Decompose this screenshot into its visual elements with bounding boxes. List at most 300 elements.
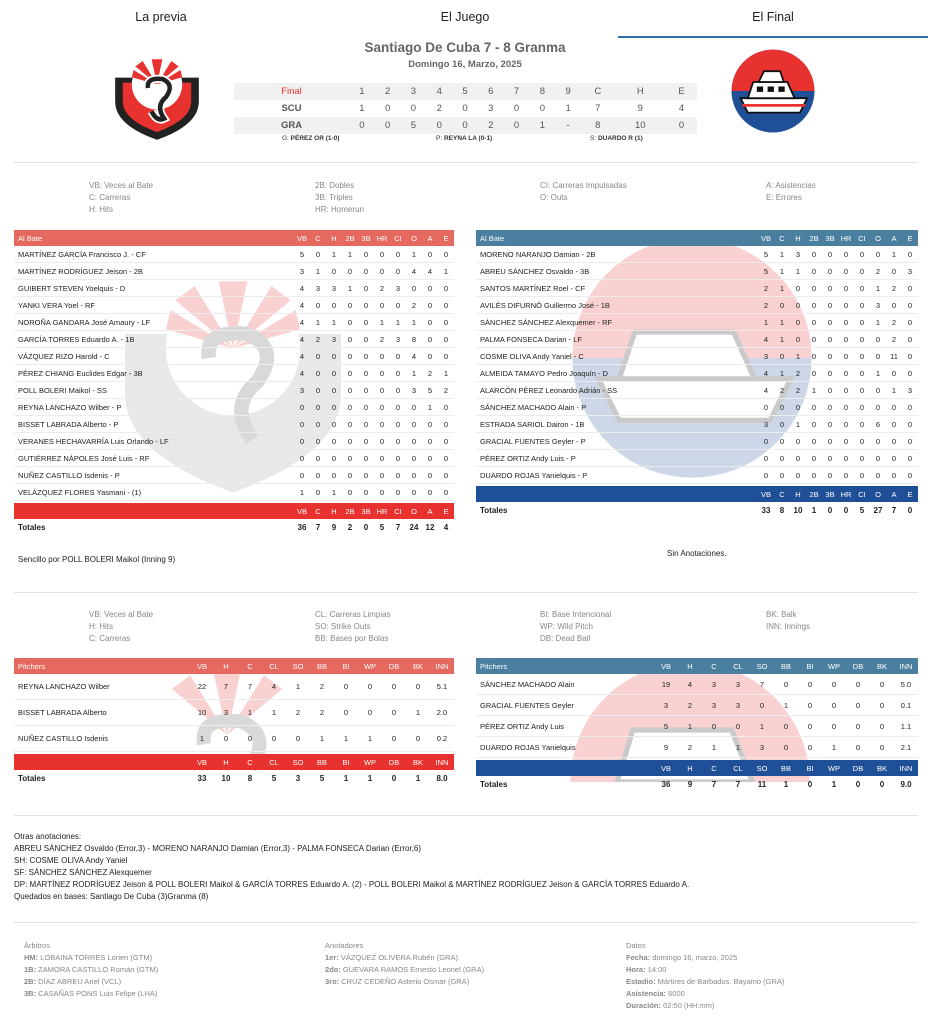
legend-column (540, 180, 627, 204)
stat-cell: 1 (779, 317, 785, 327)
tab-el-final[interactable]: El Final (618, 10, 928, 38)
stat-cell: 10 (197, 708, 207, 717)
total-cell: 1 (831, 779, 837, 789)
legend-item: INN: Innings (766, 622, 811, 631)
linescore-header-cell: 6 (478, 83, 504, 100)
totals-row (14, 770, 454, 786)
player-name[interactable]: SANTOS MARTÍNEZ Roel - CF (480, 283, 586, 293)
stat-cell: 0 (331, 300, 337, 310)
column-header: H (223, 757, 229, 767)
player-row[interactable] (14, 348, 454, 365)
linescore-header-cell: C (581, 83, 614, 100)
linescore-header-cell: 5 (452, 83, 478, 100)
stat-cell: 0 (827, 334, 833, 344)
stat-cell: 0 (843, 385, 849, 395)
player-row[interactable] (476, 382, 918, 399)
total-cell: 0 (879, 779, 885, 789)
footer-key: 1B: (24, 965, 39, 974)
stat-cell: 0 (843, 368, 849, 378)
totals-row (14, 519, 454, 535)
linescore-cell: 1 (349, 100, 375, 117)
divider (14, 162, 918, 163)
player-name[interactable]: MARTÍNEZ GARCÍA Francisco J. - CF (18, 249, 146, 259)
player-row[interactable] (14, 674, 454, 700)
stat-cell: 0 (795, 436, 801, 446)
column-header: DB (852, 763, 864, 773)
player-name[interactable]: GUIBERT STEVEN Yoelquis - D (18, 283, 126, 293)
stat-cell: 1 (779, 368, 785, 378)
total-cell: 10 (793, 505, 803, 515)
player-row[interactable] (476, 246, 918, 263)
stat-cell: 0 (395, 419, 401, 429)
linescore-cell: 7 (581, 100, 614, 117)
stat-cell: 0 (427, 334, 433, 344)
player-row[interactable] (476, 433, 918, 450)
player-name[interactable]: ABREU SÁNCHEZ Osvaldo - 3B (480, 266, 590, 276)
stat-cell: 0 (859, 317, 865, 327)
stat-cell: 0 (347, 266, 353, 276)
stat-cell: 0 (379, 487, 385, 497)
player-name[interactable]: NUÑEZ CASTILLO Isdenis - P (18, 470, 120, 480)
footer-value: 6000 (668, 989, 685, 998)
player-name[interactable]: MARTÍNEZ RODRÍGUEZ Jeison - 2B (18, 266, 143, 276)
stat-cell: 0 (299, 436, 305, 446)
stat-cell: 0 (907, 436, 913, 446)
legend-column (89, 609, 153, 645)
player-row[interactable] (476, 314, 918, 331)
stat-cell: 1 (779, 266, 785, 276)
stat-cell: 0 (807, 742, 813, 752)
stat-cell: 1 (343, 734, 349, 743)
stat-cell: 0 (811, 334, 817, 344)
tab-la-previa[interactable]: La previa (135, 10, 187, 24)
player-name[interactable]: POLL BOLERI Maikol - SS (18, 385, 107, 395)
legend-item: 2B: Dobles (315, 181, 355, 190)
stat-cell: 0 (443, 249, 449, 259)
player-row[interactable] (476, 674, 918, 695)
player-row[interactable] (14, 450, 454, 467)
player-row[interactable] (14, 467, 454, 484)
stat-cell: 0 (875, 334, 881, 344)
legend-item: H: Hits (89, 205, 113, 214)
stat-cell: 0 (811, 436, 817, 446)
legend-item: E: Errores (766, 193, 803, 202)
stat-cell: 4 (427, 266, 433, 276)
stat-cell: 3 (315, 283, 321, 293)
stat-cell: 1 (347, 249, 353, 259)
stat-cell: 0 (859, 385, 865, 395)
stat-cell: 1 (795, 419, 801, 429)
player-row[interactable] (14, 297, 454, 314)
stat-cell: 5 (663, 721, 669, 731)
stat-cell: 0 (827, 419, 833, 429)
total-cell: 9 (687, 779, 693, 789)
player-name[interactable]: COSME OLIVA Andy Yaniel - C (480, 351, 584, 361)
stat-cell: 0 (843, 249, 849, 259)
stat-cell: 0 (315, 249, 321, 259)
player-row[interactable] (14, 484, 454, 501)
stat-cell: 0 (875, 402, 881, 412)
linescore-row (234, 100, 697, 117)
stat-cell: 0 (855, 721, 861, 731)
stat-cell: 0 (891, 300, 897, 310)
player-name[interactable]: PÉREZ ORTIZ Andy Luis (480, 721, 565, 731)
player-row[interactable] (14, 399, 454, 416)
stat-cell: 1 (687, 721, 693, 731)
player-row[interactable] (14, 263, 454, 280)
linescore-cell: 0 (666, 117, 697, 134)
stat-cell: 2 (795, 368, 801, 378)
player-row[interactable] (476, 416, 918, 433)
stat-cell: 3 (395, 283, 401, 293)
column-header: E (443, 233, 449, 243)
stat-cell: 0.2 (436, 734, 448, 743)
stat-cell: 0 (343, 682, 349, 691)
stat-cell: 1 (875, 283, 881, 293)
santiago-logo (112, 52, 202, 142)
stat-cell: 0 (907, 334, 913, 344)
stat-cell: 0 (811, 283, 817, 293)
column-header: WP (827, 661, 841, 671)
legend-column (315, 609, 391, 645)
stat-cell: 0 (395, 385, 401, 395)
legend-item: CI: Carreras Impulsadas (540, 181, 627, 190)
stat-cell: 0 (427, 487, 433, 497)
stat-cell: 0 (379, 385, 385, 395)
player-row[interactable] (476, 280, 918, 297)
stat-cell: 1 (367, 734, 373, 743)
player-name[interactable]: GARCÍA TORRES Eduardo A. - 1B (18, 334, 135, 344)
stat-cell: 0 (347, 487, 353, 497)
winning-pitcher: G: PÉREZ OR (1-0) (282, 135, 340, 142)
linescore-header-cell: 9 (555, 83, 581, 100)
stat-cell: 0 (299, 453, 305, 463)
stat-cell: 4 (271, 682, 277, 691)
column-header: HR (376, 233, 388, 243)
stat-cell: 0 (907, 317, 913, 327)
stat-cell: 1 (443, 368, 449, 378)
total-cell: 9 (331, 522, 337, 532)
linescore-header-cell: 4 (426, 83, 452, 100)
player-row[interactable] (14, 331, 454, 348)
table-header-label: Al Bate (18, 233, 43, 243)
linescore-cell: 0 (504, 117, 530, 134)
stat-cell: 3 (795, 249, 801, 259)
total-cell: 1 (367, 773, 373, 783)
column-header: C (315, 233, 321, 243)
player-name[interactable]: BISSET LABRADA Alberto (18, 708, 107, 717)
stat-cell: 1 (271, 708, 277, 717)
footer-title: Árbitros (24, 941, 50, 950)
linescore-header-cell: 1 (349, 83, 375, 100)
legend-column (315, 180, 364, 216)
total-cell: 36 (661, 779, 671, 789)
player-row[interactable] (476, 297, 918, 314)
column-header: C (247, 757, 253, 767)
stat-cell: 0 (811, 470, 817, 480)
player-row[interactable] (14, 416, 454, 433)
stat-cell: 0 (843, 453, 849, 463)
player-name[interactable]: VERANES HECHAVARRÍA Luis Orlando - LF (18, 436, 169, 446)
stat-cell: 0 (843, 351, 849, 361)
footer-value: 02:50 (HH:mm) (663, 1001, 715, 1010)
stat-cell: 0 (363, 300, 369, 310)
stat-cell: 0 (363, 402, 369, 412)
stat-cell: 0 (907, 283, 913, 293)
legend-item: CL: Carreras Limpias (315, 610, 391, 619)
column-header: SO (292, 757, 304, 767)
stat-cell: 1 (779, 249, 785, 259)
stat-cell: 1 (295, 682, 301, 691)
player-row[interactable] (476, 467, 918, 484)
stat-cell: 0 (811, 402, 817, 412)
stat-cell: 2 (891, 334, 897, 344)
stat-cell: 1 (831, 742, 837, 752)
stat-cell: 0 (843, 419, 849, 429)
stat-cell: 0 (363, 470, 369, 480)
stat-cell: 0 (811, 351, 817, 361)
column-header: BI (806, 661, 814, 671)
total-cell: 0 (907, 505, 913, 515)
stat-cell: 0 (347, 334, 353, 344)
stat-cell: 0 (395, 368, 401, 378)
linescore-cell: 0 (349, 117, 375, 134)
player-name[interactable]: DUARDO ROJAS Yanielquis (480, 742, 576, 752)
stat-cell: 7 (247, 682, 253, 691)
player-row[interactable] (476, 348, 918, 365)
stat-cell: 1 (891, 249, 897, 259)
player-name[interactable]: REYNA LANCHAZO Wilber (18, 682, 110, 691)
player-name[interactable]: SÁNCHEZ MACHADO Alain (480, 679, 575, 689)
stat-cell: 0 (783, 742, 789, 752)
stat-cell: 0 (223, 734, 229, 743)
stat-cell: 0 (363, 334, 369, 344)
stat-cell: 0 (779, 419, 785, 429)
player-row[interactable] (14, 365, 454, 382)
column-header: H (795, 489, 801, 499)
stat-cell: 0 (395, 487, 401, 497)
stat-cell: 2 (379, 283, 385, 293)
stat-cell: 0 (411, 419, 417, 429)
total-cell: 5 (859, 505, 865, 515)
stat-cell: 0 (415, 682, 421, 691)
scorers-section (325, 940, 484, 988)
tab-bar (0, 0, 931, 40)
granma-batting-note: Sin Anotaciones. (667, 549, 727, 558)
stat-cell: 0 (859, 453, 865, 463)
stat-cell: 1 (795, 266, 801, 276)
stat-cell: 0 (443, 453, 449, 463)
stat-cell: 0 (379, 453, 385, 463)
player-row[interactable] (476, 263, 918, 280)
linescore-table (234, 83, 697, 134)
player-row[interactable] (476, 399, 918, 416)
stat-cell: 0 (315, 385, 321, 395)
footer-value: CRUZ CEDEÑO Asterio Osmar (GRA) (341, 977, 470, 986)
linescore-header (234, 83, 697, 100)
player-name[interactable]: VELÁZQUEZ FLORES Yasmani - (1) (18, 487, 142, 497)
stat-cell: 0 (443, 334, 449, 344)
stat-cell: 0 (395, 436, 401, 446)
player-row[interactable] (476, 716, 918, 737)
stat-cell: 3 (331, 283, 337, 293)
player-row[interactable] (476, 695, 918, 716)
santiago-batting-table (14, 230, 454, 535)
stat-cell: 1 (875, 368, 881, 378)
stat-cell: 3 (875, 300, 881, 310)
column-header: C (315, 506, 321, 516)
player-row[interactable] (14, 433, 454, 450)
player-row[interactable] (476, 737, 918, 758)
player-name[interactable]: NUÑEZ CASTILLO Isdenis (18, 734, 109, 743)
stat-cell: 8 (411, 334, 417, 344)
stat-cell: 0 (347, 402, 353, 412)
player-name[interactable]: AVILÉS DIFURNÓ Guillermo José - 1B (480, 300, 610, 310)
stat-cell: 0 (779, 351, 785, 361)
player-name[interactable]: SÁNCHEZ MACHADO Alain - P (480, 402, 587, 412)
linescore-cell: 8 (581, 117, 614, 134)
stat-cell: 0 (379, 402, 385, 412)
stat-cell: 3 (711, 700, 717, 710)
stat-cell: 2 (795, 385, 801, 395)
total-cell: 1 (415, 773, 421, 783)
player-name[interactable]: PALMA FONSECA Darian - LF (480, 334, 582, 344)
stat-cell: 0 (855, 742, 861, 752)
stat-cell: 0 (331, 351, 337, 361)
linescore-cell: - (555, 117, 581, 134)
stat-cell: 0 (443, 470, 449, 480)
stat-cell: 0 (427, 351, 433, 361)
player-row[interactable] (476, 331, 918, 348)
stat-cell: 0 (907, 300, 913, 310)
total-cell: 8.0 (436, 773, 448, 783)
legend-item: C: Carreras (89, 193, 131, 202)
stat-cell: 0 (843, 317, 849, 327)
stat-cell: 2.0 (436, 708, 448, 717)
stat-cell: 0 (347, 385, 353, 395)
stat-cell: 1 (763, 317, 769, 327)
player-name[interactable]: ALARCÓN PÉREZ Leonardo Adrián - SS (480, 385, 618, 395)
stat-cell: 0 (367, 708, 373, 717)
losing-pitcher: P: REYNA LA (0-1) (436, 135, 493, 142)
column-header: VB (196, 661, 207, 671)
player-row[interactable] (14, 700, 454, 726)
player-name[interactable]: SÁNCHEZ SÁNCHEZ Alexquemer - RF (480, 317, 613, 327)
player-name[interactable]: ALMEIDA TAMAYO Pedro Joaquín - D (480, 368, 608, 378)
stat-cell: 0 (827, 266, 833, 276)
player-name[interactable]: GUTIÉRREZ NÁPOLES José Luis - RF (18, 453, 150, 463)
stat-cell: 0 (811, 266, 817, 276)
footer-value: LOBAINA TORRES Lorien (GTM) (40, 953, 153, 962)
stat-cell: 0 (331, 436, 337, 446)
annotation-line: Quedados en bases: Santiago De Cuba (3)Granma (8) (14, 892, 209, 901)
stat-cell: 0 (859, 419, 865, 429)
column-header: INN (899, 661, 913, 671)
stat-cell: 0 (427, 283, 433, 293)
player-name[interactable]: GRACIAL FUENTES Geyler (480, 700, 574, 710)
stat-cell: 0 (363, 266, 369, 276)
stat-cell: 5 (299, 249, 305, 259)
player-name[interactable]: VÁZQUEZ RIZO Harold - C (18, 351, 110, 361)
granma-batting-table (476, 230, 918, 518)
stat-cell: 0 (855, 679, 861, 689)
column-header: BB (780, 763, 791, 773)
column-header: A (891, 233, 897, 243)
legend-item: 3B: Triples (315, 193, 353, 202)
total-cell: 11 (757, 779, 767, 789)
player-name[interactable]: GRACIAL FUENTES Geyler - P (480, 436, 586, 446)
stat-cell: 2 (875, 266, 881, 276)
linescore-cell: 0 (375, 100, 401, 117)
legend-item: H: Hits (89, 622, 113, 631)
player-name[interactable]: REYNA LANCHAZO Wilber - P (18, 402, 122, 412)
stat-cell: 2 (779, 385, 785, 395)
stat-cell: 0 (859, 436, 865, 446)
tab-el-juego[interactable]: El Juego (440, 10, 490, 24)
player-row[interactable] (14, 280, 454, 297)
player-name[interactable]: PÉREZ ORTIZ Andy Luis - P (480, 453, 576, 463)
column-header: WP (363, 757, 377, 767)
stat-cell: 1 (331, 317, 337, 327)
stat-cell: 4 (411, 266, 417, 276)
player-name[interactable]: DUARDO ROJAS Yanielquis - P (480, 470, 588, 480)
stat-cell: 1 (443, 266, 449, 276)
player-name[interactable]: NOROÑA GANDARA José Amaury - LF (18, 317, 151, 327)
stat-cell: 0 (343, 708, 349, 717)
stat-cell: 0 (379, 419, 385, 429)
footer-key: Hora: (626, 965, 648, 974)
stat-cell: 0 (795, 283, 801, 293)
linescore-cell: 2 (478, 117, 504, 134)
stat-cell: 0 (783, 679, 789, 689)
player-name[interactable]: YANKI VERA Yoel - RF (18, 300, 95, 310)
stat-cell: 0 (363, 351, 369, 361)
stat-cell: 0 (831, 700, 837, 710)
footer-line (626, 952, 784, 964)
linescore-header-cell: 7 (504, 83, 530, 100)
player-name[interactable]: ESTRADA SARIOL Dairon - 1B (480, 419, 585, 429)
stat-cell: 0 (331, 470, 337, 480)
footer-line (325, 964, 484, 976)
stat-cell: 0 (907, 453, 913, 463)
game-date: Domingo 16, Marzo, 2025 (408, 59, 522, 70)
stat-cell: 1 (411, 368, 417, 378)
stat-cell: 0 (827, 351, 833, 361)
player-row[interactable] (14, 314, 454, 331)
player-row[interactable] (14, 726, 454, 752)
stat-cell: 2 (687, 700, 693, 710)
player-name[interactable]: BISSET LABRADA Alberto - P (18, 419, 119, 429)
player-name[interactable]: MORENO NARANJO Damian - 2B (480, 249, 596, 259)
player-name[interactable]: PÉREZ CHIANG Euclides Edgar - 3B (18, 368, 143, 378)
player-row[interactable] (14, 246, 454, 263)
stat-cell: 7 (223, 682, 229, 691)
column-header: A (427, 506, 433, 516)
stat-cell: 4 (763, 385, 769, 395)
column-header: SO (756, 763, 768, 773)
column-header: CI (394, 506, 402, 516)
player-row[interactable] (14, 382, 454, 399)
column-header: CI (858, 233, 866, 243)
player-row[interactable] (476, 450, 918, 467)
column-header: VB (760, 489, 771, 499)
stat-cell: 0 (315, 368, 321, 378)
stat-cell: 3 (711, 679, 717, 689)
stat-cell: 0 (379, 470, 385, 480)
footer-key: 1er: (325, 953, 341, 962)
player-row[interactable] (476, 365, 918, 382)
stat-cell: 0 (891, 470, 897, 480)
